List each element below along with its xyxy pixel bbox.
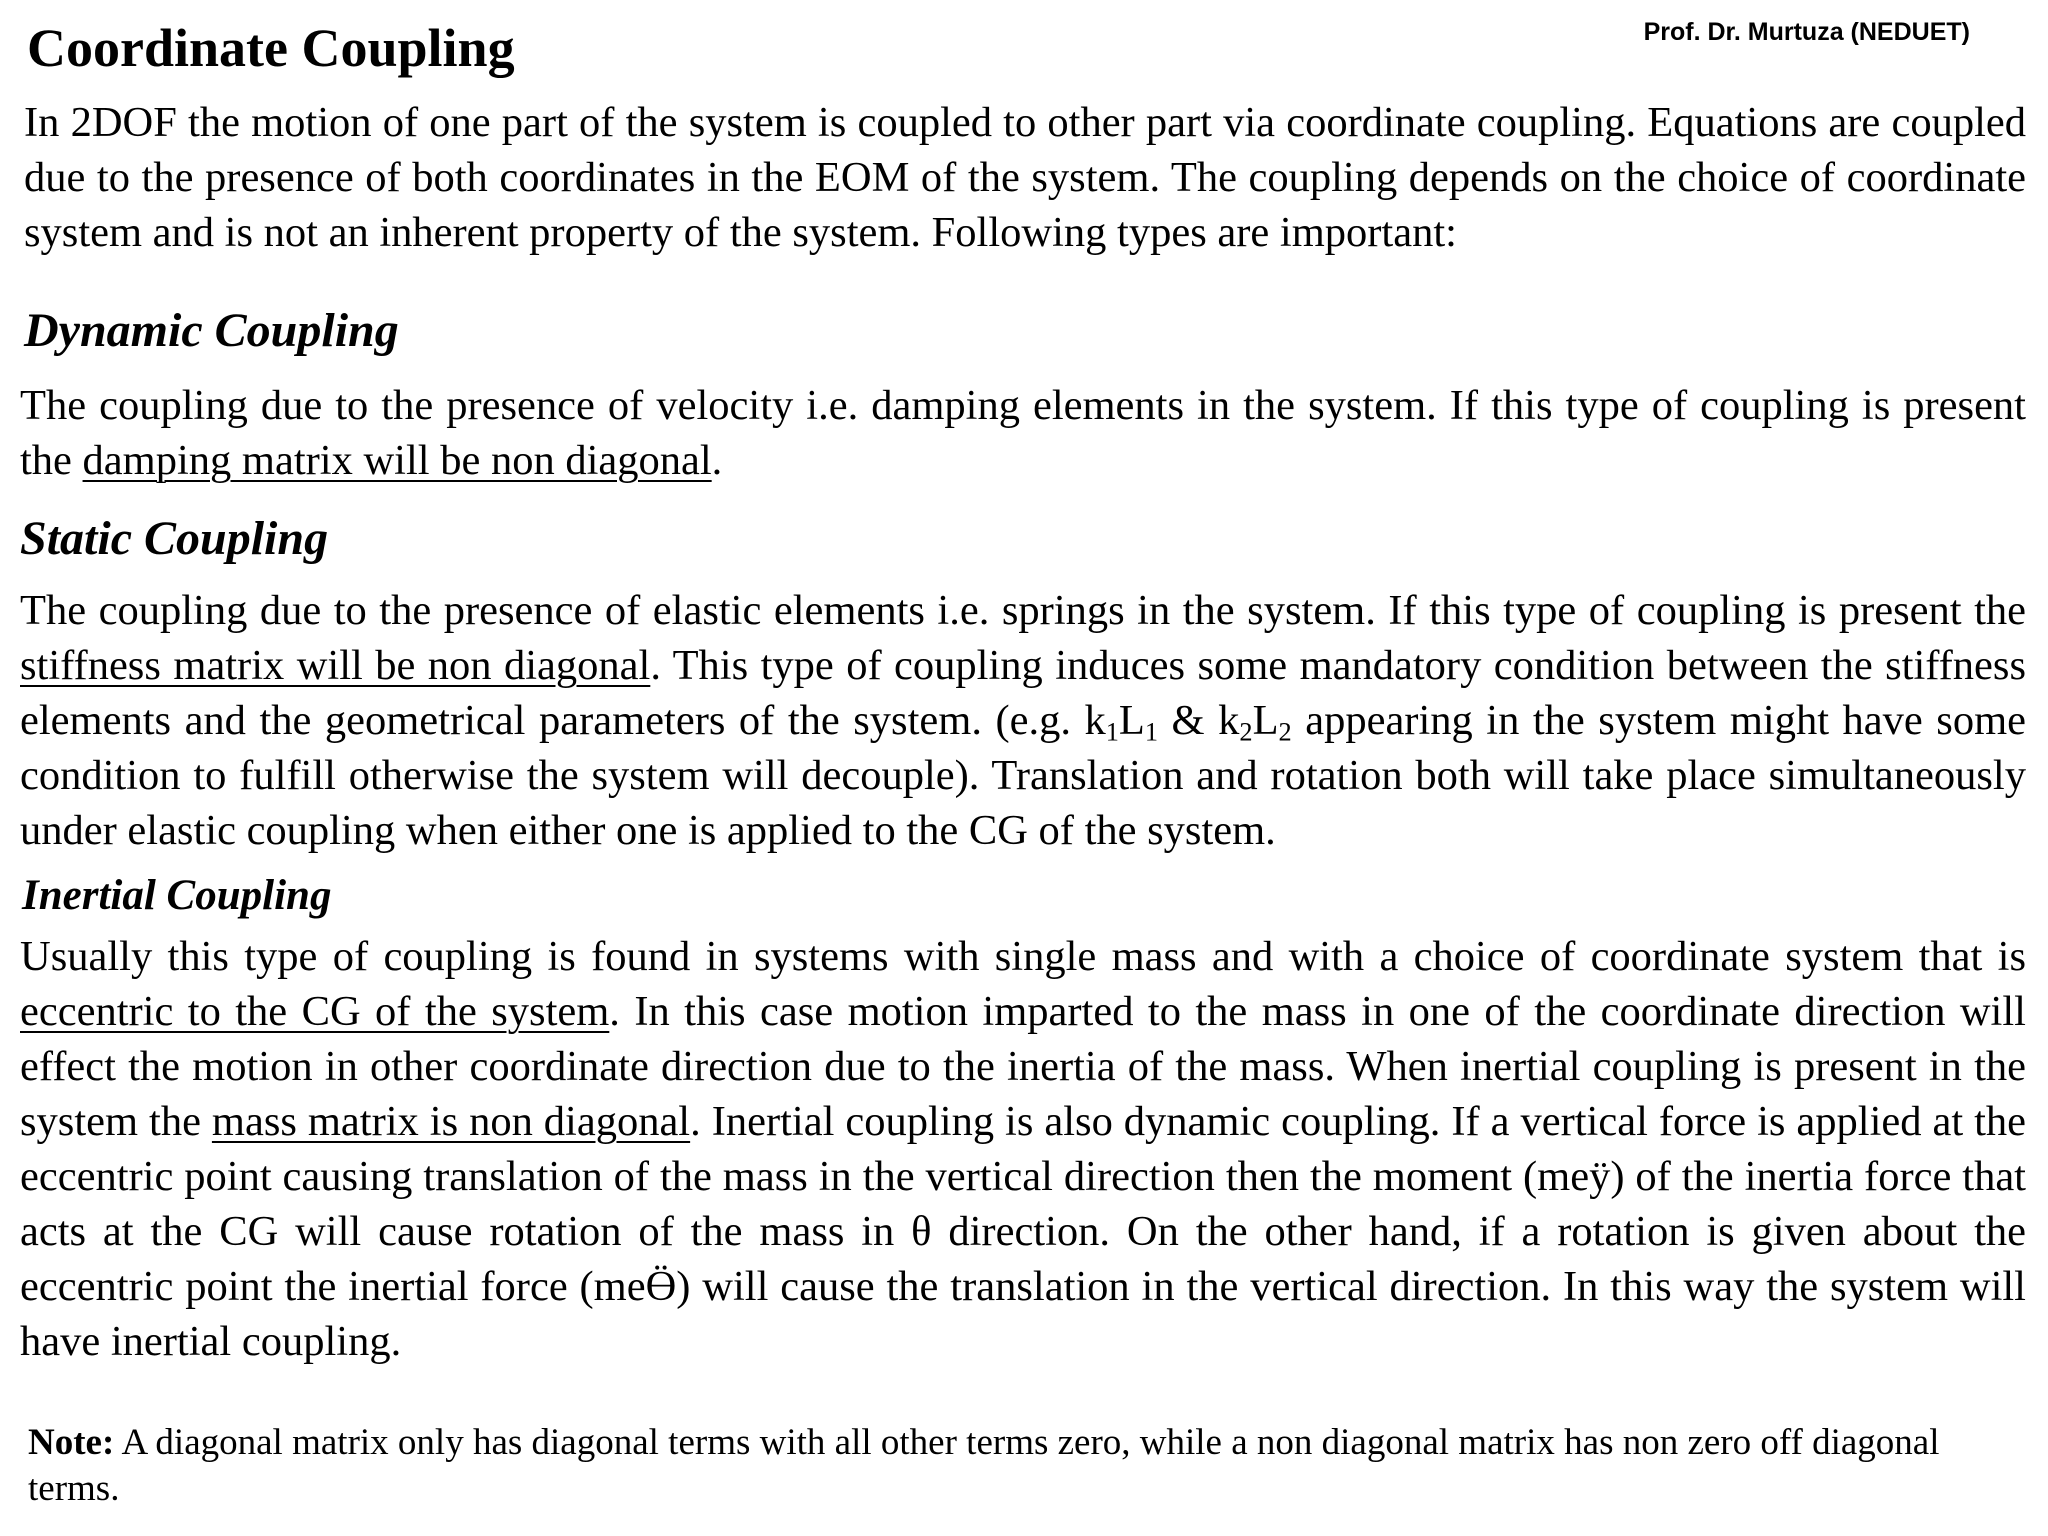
static-l2: L <box>1252 697 1279 744</box>
inertial-text-2: . In this case motion imparted to the mass in one of the coordinate direction will effect the motion in other coordinate direction due to the inertia of the mass. When inertial coupling is present in the system the <box>20 988 2026 1145</box>
subscript-l2: 2 <box>1278 717 1292 747</box>
static-coupling-heading: Static Coupling <box>20 512 329 565</box>
subscript-l1: 1 <box>1144 717 1159 747</box>
static-l1: L <box>1118 697 1145 744</box>
note-label: Note: <box>28 1422 115 1463</box>
inertial-coupling-heading: Inertial Coupling <box>22 872 332 919</box>
note-text: A diagonal matrix only has diagonal terms with all other terms zero, while a non diagonal matrix has non zero off diagonal terms. <box>28 1422 1940 1509</box>
inertial-emphasis-2: mass matrix is non diagonal <box>211 1098 691 1145</box>
static-coupling-paragraph <box>20 583 2026 858</box>
static-emphasis: stiffness matrix will be non diagonal <box>20 642 651 689</box>
page-title: Coordinate Coupling <box>27 18 515 78</box>
static-text-2: . This type of coupling induces some mandatory condition between the stiffness elements and the geometrical parameters of the system. (e.g. k <box>20 642 2026 744</box>
dynamic-coupling-heading: Dynamic Coupling <box>24 304 399 357</box>
static-amp: & k <box>1158 697 1240 744</box>
static-text-1: The coupling due to the presence of elastic elements i.e. springs in the system. If this type of coupling is present the <box>20 587 2026 634</box>
dynamic-text-1: The coupling due to the presence of velocity i.e. damping elements in the system. If this type of coupling is present the <box>20 382 2026 484</box>
inertial-text-3: . Inertial coupling is also dynamic coupling. If a vertical force is applied at the eccentric point causing translation of the mass in the vertical direction then the moment (meÿ) of the inertia force that acts at the CG will cause rotation of the mass in θ direction. On the other hand, if a rotation is given about the eccentric point the inertial force (meӪ) will cause the translation in the vertical direction. In this way the system will have inertial coupling. <box>20 1098 2027 1365</box>
dynamic-text-2: . <box>711 437 723 484</box>
note-paragraph <box>28 1420 1978 1512</box>
intro-paragraph: In 2DOF the motion of one part of the system is coupled to other part via coordinate coupling. Equations are coupled due to the presence of both coordinates in the EOM of the system. The coupling depends on the choice of coordinate system and is not an inherent property of the system. Following types are important: <box>24 99 2026 256</box>
inertial-emphasis-1: eccentric to the CG of the system <box>20 988 610 1035</box>
subscript-k1: 1 <box>1105 717 1119 747</box>
dynamic-coupling-paragraph <box>20 378 2026 488</box>
inertial-coupling-paragraph <box>20 929 2026 1369</box>
subscript-k2: 2 <box>1239 717 1253 747</box>
inertial-text-1: Usually this type of coupling is found in systems with single mass and with a choice of coordinate system that is <box>20 933 2026 980</box>
author-label: Prof. Dr. Murtuza (NEDUET) <box>1643 18 1970 46</box>
dynamic-emphasis: damping matrix will be non diagonal <box>82 437 712 484</box>
static-text-3: appearing in the system might have some condition to fulfill otherwise the system will decouple). Translation and rotation both will take place simultaneously under elastic coupling when either one is applied to the CG of the system. <box>20 697 2026 854</box>
